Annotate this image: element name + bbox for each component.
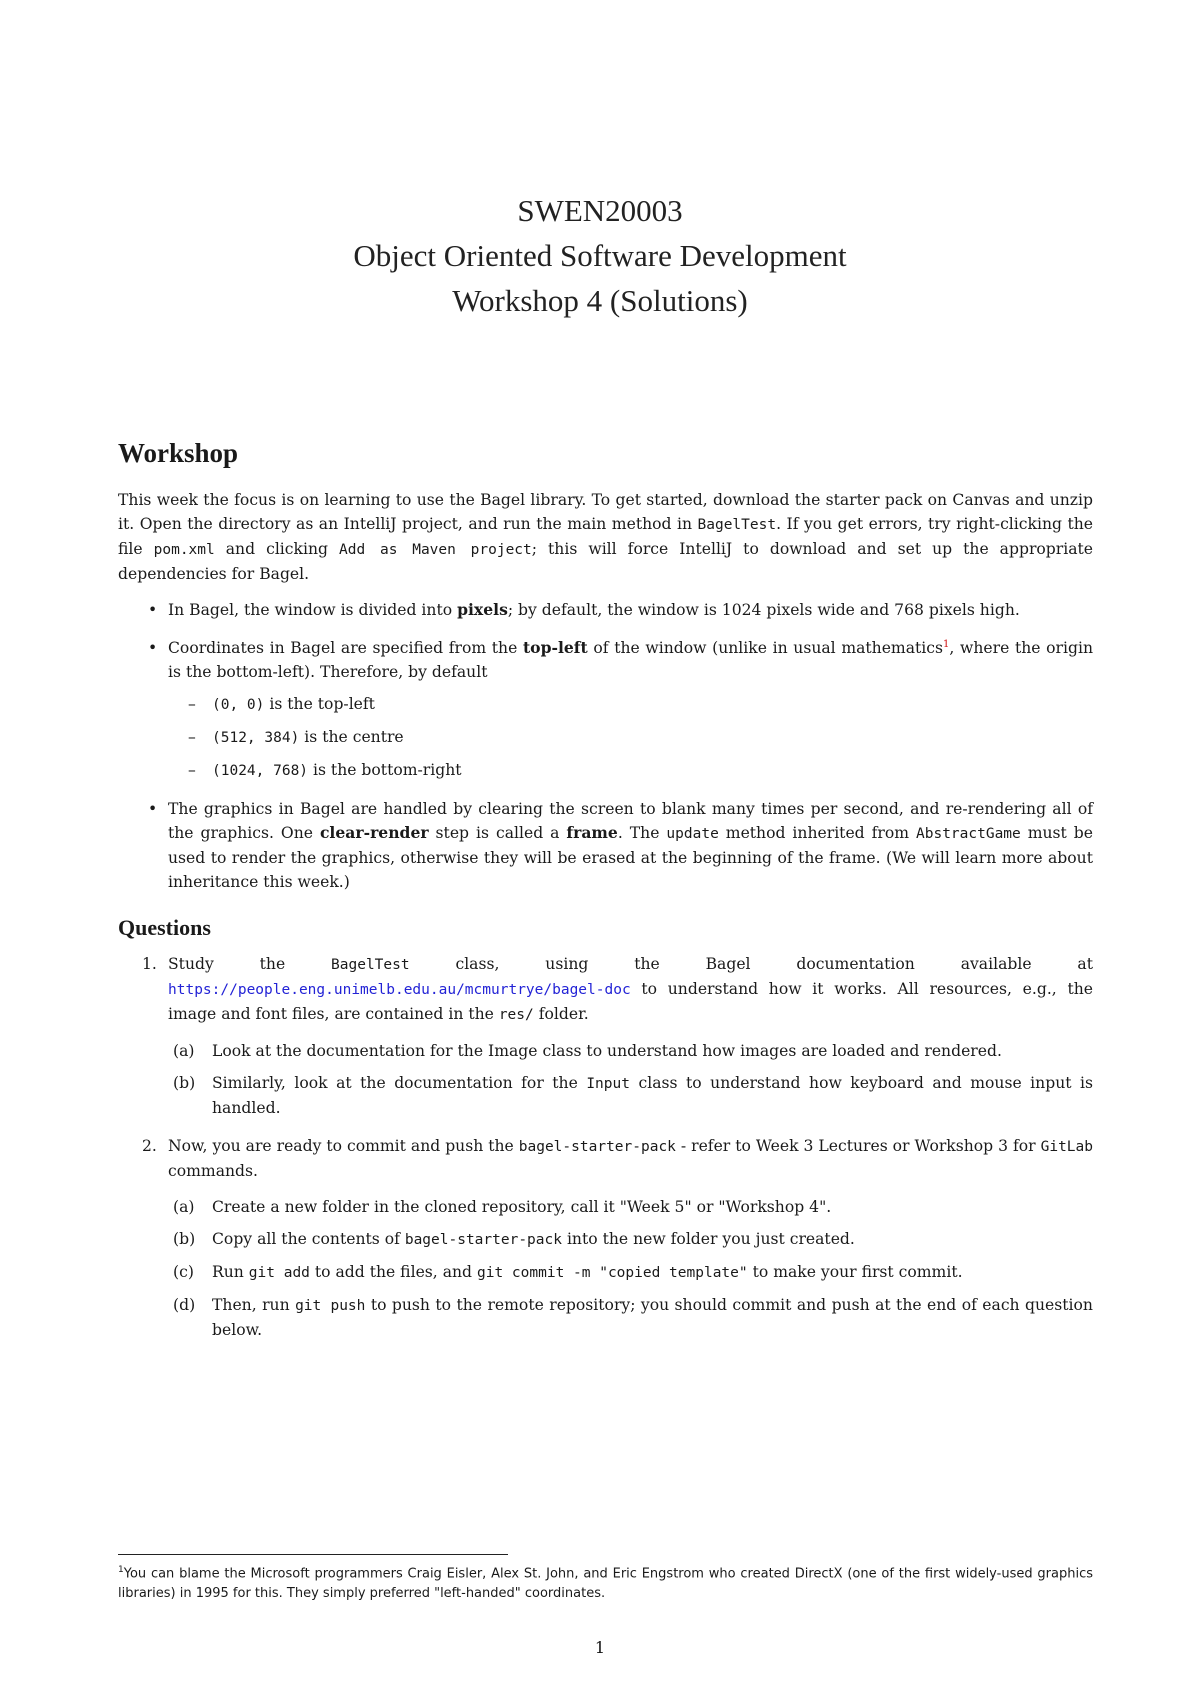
question-2a: (a) Create a new folder in the cloned repository, call it "Week 5" or "Workshop 4".: [173, 1198, 832, 1216]
question-2b: (b) Copy all the contents of bagel-starter-pack into the new folder you just created.: [173, 1230, 855, 1248]
question-2: 2. Now, you are ready to commit and push the bagel-starter-pack - refer to Week 3 Lectures or Workshop 3 for GitLab commands. (a) Create a new folder in the cloned repository, call it "Week 5" or "Workshop 4". (b) Copy all the contents of bagel-starter-pack into the new folder you just created. (c) Run git add to add the files, and git commit -m "copied template" to make your first commit. (d) Then, run git push to push to the remote repository; you should commit and push at the end of each question below.: [118, 1134, 1093, 1342]
questions-list: [118, 952, 1093, 1342]
footnote-ref[interactable]: 1: [943, 638, 950, 650]
question-1-subparts: [168, 1039, 1093, 1120]
bullet-pixels: • In Bagel, the window is divided into pixels; by default, the window is 1024 pixels wide and 768 pixels high.: [118, 598, 1093, 622]
footnote-text: You can blame the Microsoft programmers Craig Eisler, Alex St. John, and Eric Engstrom who created DirectX (one of the first widely-used graphics libraries) in 1995 for this. They simply preferred "left-handed" coordinates.: [118, 1566, 1093, 1602]
question-1a: (a) Look at the documentation for the Image class to understand how images are loaded and rendered.: [173, 1042, 1002, 1060]
question-2c: (c) Run git add to add the files, and git commit -m "copied template" to make your first commit.: [173, 1263, 963, 1281]
question-2d: (d) Then, run git push to push to the remote repository; you should commit and push at the end of each question below.: [173, 1296, 1093, 1339]
main-content: [118, 436, 1093, 1356]
bullet-marker: •: [148, 800, 158, 818]
question-1: 1. Study the BagelTest class, using the Bagel documentation available at https://people.eng.unimelb.edu.au/mcmurtrye/bagel-doc to understand how it works. All resources, e.g., the image and font files, are contained in the res/ folder. (a) Look at the documentation for the Image class to understand how images are loaded and rendered. (b) Similarly, look at the documentation for the Input class to understand how keyboard and mouse input is handled.: [118, 952, 1093, 1120]
page-number: 1: [594, 1638, 606, 1657]
workshop-title: Workshop 4 (Solutions): [452, 283, 748, 318]
bagel-doc-link[interactable]: https://people.eng.unimelb.edu.au/mcmurtrye/bagel-doc: [168, 982, 631, 998]
intro-paragraph: This week the focus is on learning to use the Bagel library. To get started, download the starter pack on Canvas and unzip it. Open the directory as an IntelliJ project, and run the main method in BagelTest. If you get errors, try right-clicking the file pom.xml and clicking Add as Maven project; this will force IntelliJ to download and set up the appropriate dependencies for Bagel.: [118, 491, 1094, 583]
footnote-divider: [118, 1554, 508, 1555]
bullet-graphics: • The graphics in Bagel are handled by clearing the screen to blank many times per second, and re-rendering all of the graphics. One clear-render step is called a frame. The update method inherited from AbstractGame must be used to render the graphics, otherwise they will be erased at the beginning of the frame. (We will learn more about inheritance this week.): [118, 797, 1093, 894]
coord-item: – (0, 0) is the top-left: [188, 695, 375, 713]
footnote: [118, 1560, 1093, 1604]
question-2-subparts: [168, 1195, 1093, 1342]
bullet-marker: •: [148, 639, 158, 657]
course-name: Object Oriented Software Development: [353, 238, 847, 273]
course-code: SWEN20003: [517, 193, 683, 228]
question-1b: (b) Similarly, look at the documentation for the Input class to understand how keyboard and mouse input is handled.: [173, 1074, 1093, 1117]
questions-heading: Questions: [118, 915, 211, 940]
workshop-bullet-list: [118, 598, 1093, 894]
coord-item: – (512, 384) is the centre: [188, 728, 404, 746]
bullet-coordinates: • Coordinates in Bagel are specified from the top-left of the window (unlike in usual mathematics$^1$, where the origin is the bottom-left). Therefore, by default – (0, 0) is the top-left – (512, 384) is the centre – (1024, 768) is the bottom-right: [118, 636, 1093, 783]
workshop-heading: Workshop: [118, 438, 239, 468]
bullet-marker: •: [148, 601, 158, 619]
coord-item: – (1024, 768) is the bottom-right: [188, 761, 462, 779]
coordinate-list: [168, 692, 1093, 783]
footnote-mark: 1: [118, 1565, 124, 1575]
document-title: [0, 188, 1200, 323]
